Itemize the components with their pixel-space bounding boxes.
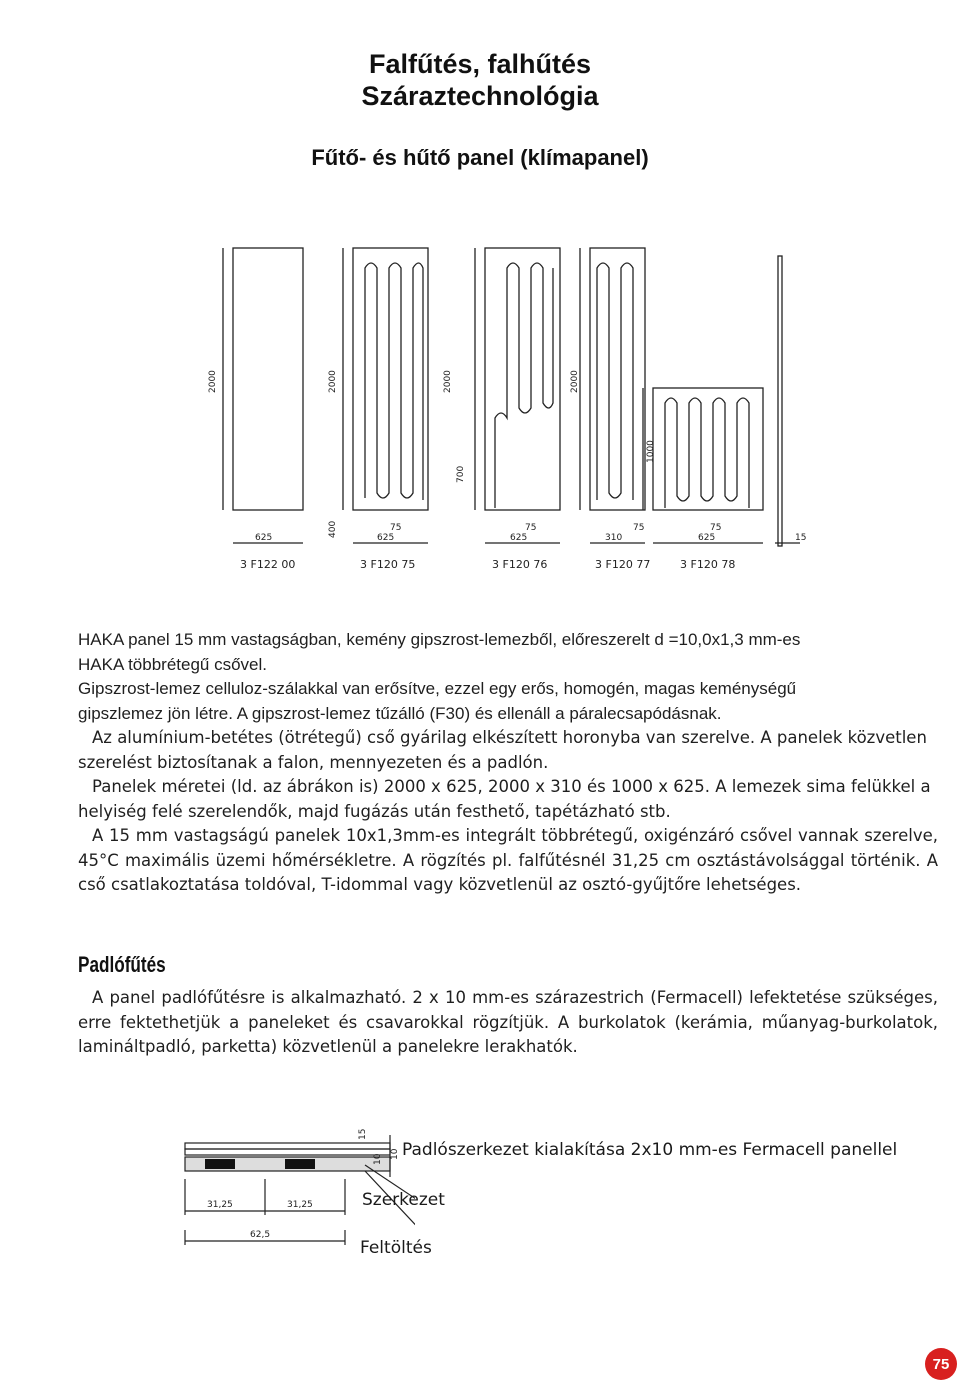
label-structure: Szerkezet xyxy=(362,1190,445,1210)
dim-label: 2000 xyxy=(570,370,580,393)
dim-label: 75 xyxy=(633,523,645,533)
section-heading: Padlófűtés xyxy=(78,952,166,977)
page-number-badge: 75 xyxy=(925,1348,957,1380)
pipe-77 xyxy=(597,263,633,500)
panel-label: 3 F120 75 xyxy=(360,558,416,571)
label-fill: Feltöltés xyxy=(360,1238,432,1258)
panel-f122-00 xyxy=(233,248,303,510)
panel-drawing xyxy=(195,238,815,583)
panel-label: 3 F120 78 xyxy=(680,558,736,571)
dim-label: 625 xyxy=(255,533,273,543)
pipe-section xyxy=(205,1159,235,1169)
dim-label: 31,25 xyxy=(287,1200,313,1210)
dim-label: 10 xyxy=(373,1153,383,1165)
paragraph: A 15 mm vastagságú panelek 10x1,3mm-es integrált többrétegű, oxigénzáró csővel vannak szerelve, 45°C maximális üzemi hőmérsékletre. A rögzítés pl. falfűtésnél 31,25 cm osztástávolsággal történik. A cső csatlakoztatása toldóval, T-idommal vagy közvetlenül az osztó-gyűjtőre lehetséges. xyxy=(78,826,938,894)
text-line: gipszlemez jön létre. A gipszrost-lemez tűzálló (F30) és ellenáll a páralecsapódásnak. xyxy=(78,703,722,723)
dim-label: 75 xyxy=(390,523,402,533)
panel-label: 3 F122 00 xyxy=(240,558,296,571)
intro-text xyxy=(78,628,938,898)
text-line: HAKA többrétegű csővel. xyxy=(78,654,268,674)
pipe-78 xyxy=(665,398,749,508)
dim-label: 625 xyxy=(377,533,395,543)
dim-label: 400 xyxy=(328,520,338,538)
subtitle xyxy=(0,145,960,171)
dim-label: 700 xyxy=(456,465,466,483)
dim-label: 75 xyxy=(710,523,722,533)
pipe-76 xyxy=(495,263,553,508)
panel-label: 3 F120 77 xyxy=(595,558,651,571)
paragraph: Panelek méretei (ld. az ábrákon is) 2000 x 625, 2000 x 310 és 1000 x 625. A lemezek sima felükkel a helyiség felé szerelendők, majd fugázás után festhető, tapétázható stb. xyxy=(78,777,931,821)
dim-label: 625 xyxy=(698,533,716,543)
dim-label: 15 xyxy=(795,533,807,543)
panel-f120-75 xyxy=(353,248,428,510)
dim-label: 310 xyxy=(605,533,623,543)
dim-label: 15 xyxy=(358,1128,368,1140)
page-title xyxy=(0,48,960,112)
dim-label: 2000 xyxy=(328,370,338,393)
text-line: HAKA panel 15 mm vastagságban, kemény gipszrost-lemezből, előreszerelt d =10,0x1,3 mm-es xyxy=(78,630,801,649)
dim-label: 62,5 xyxy=(250,1230,271,1240)
dim-label: 2000 xyxy=(208,370,218,393)
dim-label: 31,25 xyxy=(207,1200,233,1210)
panel-label: 3 F120 76 xyxy=(492,558,548,571)
panel-f120-77 xyxy=(590,248,645,510)
title-line-1: Falfűtés, falhűtés xyxy=(368,49,592,79)
subtitle-text: Fűtő- és hűtő panel (klímapanel) xyxy=(311,145,649,170)
pipe-75 xyxy=(365,263,423,500)
title-line-2: Száraztechnológia xyxy=(361,81,599,111)
panel-f120-78 xyxy=(653,388,763,510)
dim-label: 2000 xyxy=(443,370,453,393)
dim-label: 625 xyxy=(510,533,528,543)
fermacell-layer xyxy=(185,1149,390,1155)
text-line: Gipszrost-lemez celluloz-szálakkal van erősítve, ezzel egy erős, homogén, magas keménységű xyxy=(78,679,797,698)
dim-label: 75 xyxy=(525,523,537,533)
pipe-section xyxy=(285,1159,315,1169)
fermacell-layer xyxy=(185,1143,390,1149)
dim-label: 1000 xyxy=(646,440,656,463)
floor-text xyxy=(78,986,938,1060)
paragraph: A panel padlófűtésre is alkalmazható. 2 x 10 mm-es szárazestrich (Fermacell) lefektetése szükséges, erre fektethetjük a paneleket és csavarokkal rögzítjük. A burkolatok (kerámia, műanyag-burkolatok, lamináltpadló, parketta) közvetlenül a panelekre lerakhatók. xyxy=(78,988,938,1056)
floor-caption: Padlószerkezet kialakítása 2x10 mm-es Fermacell panellel xyxy=(402,1140,898,1160)
paragraph: Az alumínium-betétes (ötrétegű) cső gyárilag elkészített horonyba van szerelve. A panelek közvetlen szerelést biztosítanak a falon, mennyezeten és a padlón. xyxy=(78,728,927,772)
panel-edge-profile xyxy=(778,256,782,546)
dim-label: 10 xyxy=(390,1148,400,1160)
panel-f120-76 xyxy=(485,248,560,510)
